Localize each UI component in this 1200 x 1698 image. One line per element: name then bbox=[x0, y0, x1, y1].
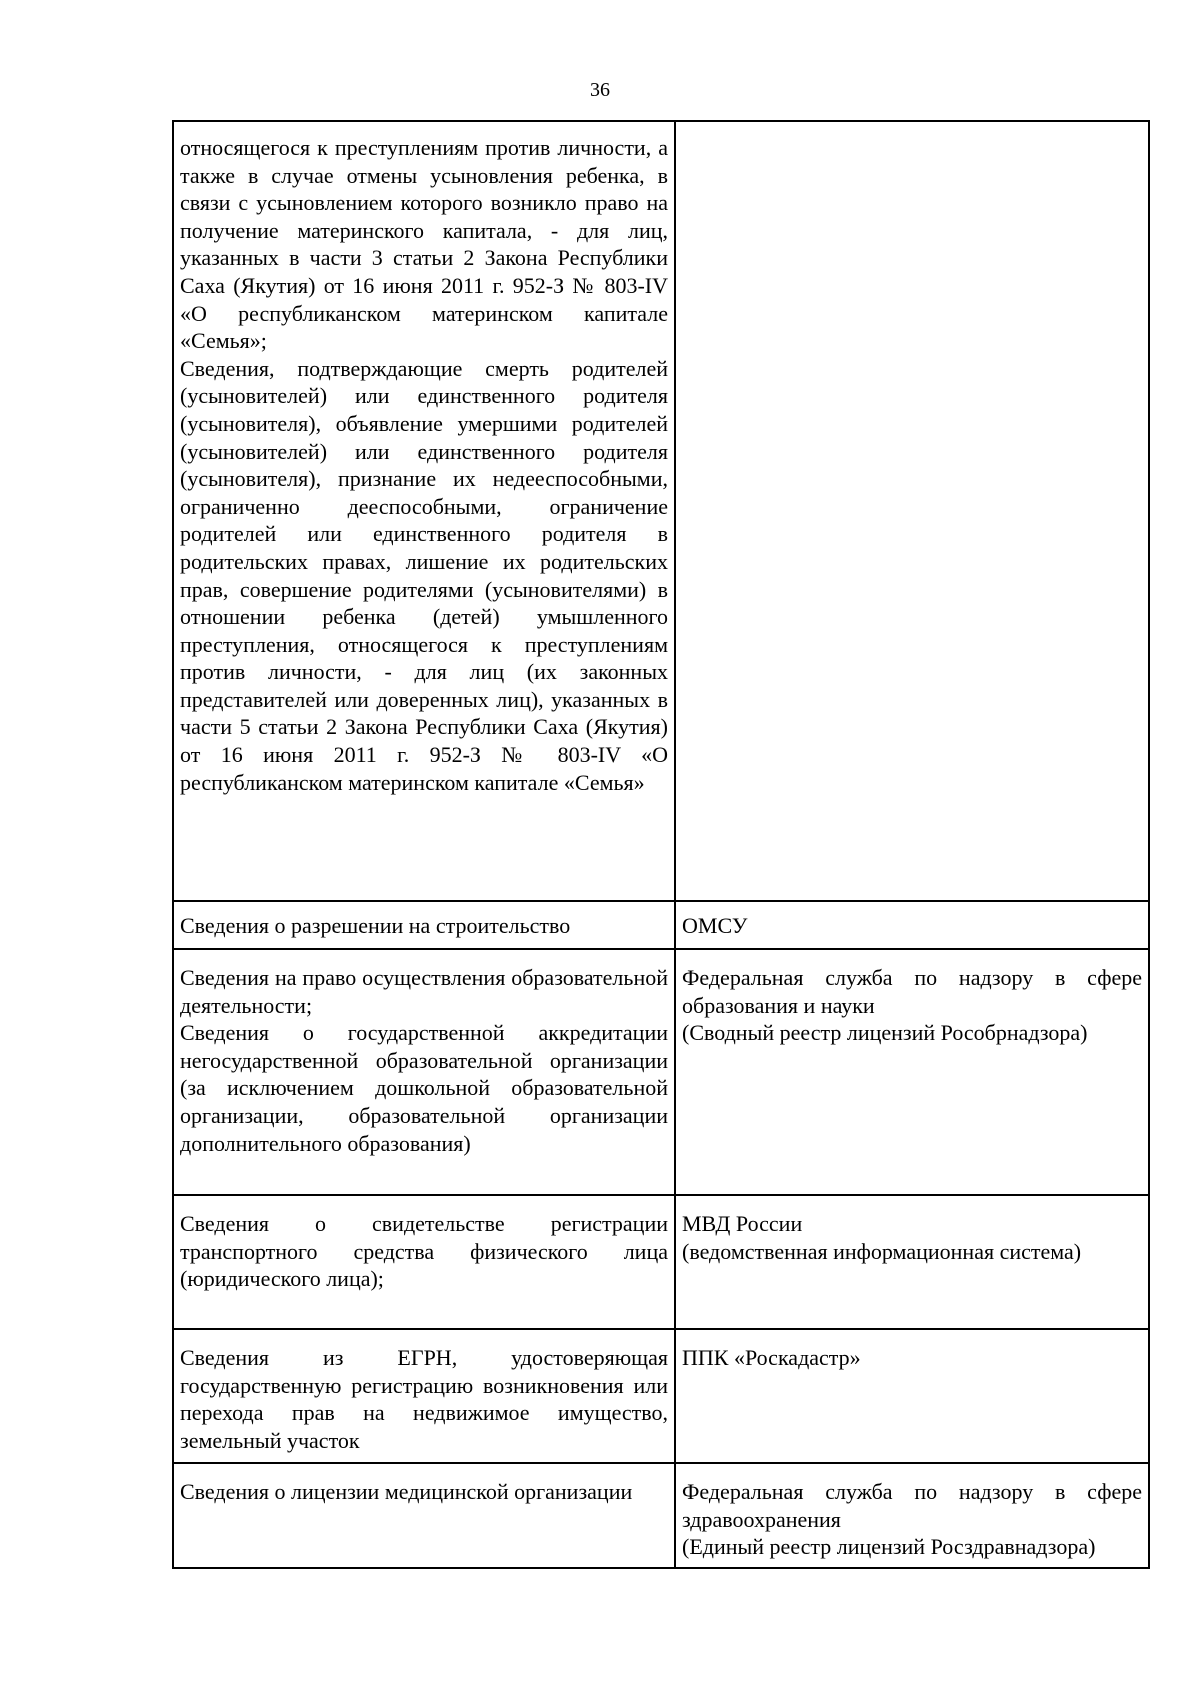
information-cell bbox=[173, 949, 675, 1195]
information-cell bbox=[173, 1195, 675, 1329]
table-row bbox=[173, 901, 1149, 949]
source-cell bbox=[675, 1463, 1149, 1568]
information-cell bbox=[173, 901, 675, 949]
source-text: (ведомственная информационная система) bbox=[682, 1238, 1082, 1264]
source-text: ППК «Роскадастр» bbox=[682, 1345, 861, 1370]
information-text: относящегося к преступлениям против личности, а также в случае отмены усыновления ребенка, в связи с усыновлением которого возникло право на получение материнского капитала, - для лиц, указанных в части 3 статьи 2 Закона Республики Саха (Якутия) от 16 июня 2011 г. 952-З № 803-IV «О республиканском материнском капитале «Семья»; bbox=[180, 135, 668, 354]
information-cell bbox=[173, 1463, 675, 1568]
information-text: Сведения о государственной аккредитации негосударственной образовательной организации (за исключением дошкольной образовательной организации, образовательной организации дополнительного образования) bbox=[180, 1020, 668, 1156]
source-cell bbox=[675, 1195, 1149, 1329]
information-text: Сведения о разрешении на строительство bbox=[180, 913, 571, 938]
table-row bbox=[173, 1463, 1149, 1568]
table-row bbox=[173, 121, 1149, 901]
information-text: Сведения, подтверждающие смерть родителей (усыновителей) или единственного родителя (усыновителя), объявление умершими родителей (усыновителей) или единственного родителя (усыновителя), признание их недееспособными, ограниченно дееспособными, ограничение родителей или единственного родителя в родительских правах, лишение их родительских прав, совершение родителями (усыновителями) в отношении ребенка (детей) умышленного преступления, относящегося к преступлениям против личности, - для лиц (их законных представителей или доверенных лиц), указанных в части 5 статьи 2 Закона Республики Саха (Якутия) от 16 июня 2011 г. 952-З № 803-IV «О республиканском материнском капитале «Семья» bbox=[180, 355, 668, 795]
source-text: МВД России bbox=[682, 1211, 803, 1236]
document-table bbox=[172, 120, 1150, 1569]
source-text: ОМСУ bbox=[682, 913, 748, 938]
information-text: Сведения о свидетельстве регистрации транспортного средства физического лица (юридического лица); bbox=[180, 1211, 668, 1292]
information-text: Сведения о лицензии медицинской организации bbox=[180, 1479, 633, 1504]
source-text: (Сводный реестр лицензий Рособрнадзора) bbox=[682, 1020, 1088, 1046]
source-cell bbox=[675, 121, 1149, 901]
source-cell bbox=[675, 901, 1149, 949]
page-number: 36 bbox=[590, 79, 610, 101]
information-cell bbox=[173, 121, 675, 901]
source-cell bbox=[675, 949, 1149, 1195]
source-text: Федеральная служба по надзору в сфере здравоохранения bbox=[682, 1479, 1142, 1532]
table-row bbox=[173, 1195, 1149, 1329]
information-text: Сведения из ЕГРН, удостоверяющая государственную регистрацию возникновения или перехода прав на недвижимое имущество, земельный участок bbox=[180, 1345, 668, 1453]
information-cell bbox=[173, 1329, 675, 1463]
table-row bbox=[173, 949, 1149, 1195]
source-text: Федеральная служба по надзору в сфере образования и науки bbox=[682, 965, 1142, 1018]
source-cell bbox=[675, 1329, 1149, 1463]
information-text: Сведения на право осуществления образовательной деятельности; bbox=[180, 965, 668, 1018]
table-row bbox=[173, 1329, 1149, 1463]
source-text: (Единый реестр лицензий Росздравнадзора) bbox=[682, 1534, 1096, 1560]
